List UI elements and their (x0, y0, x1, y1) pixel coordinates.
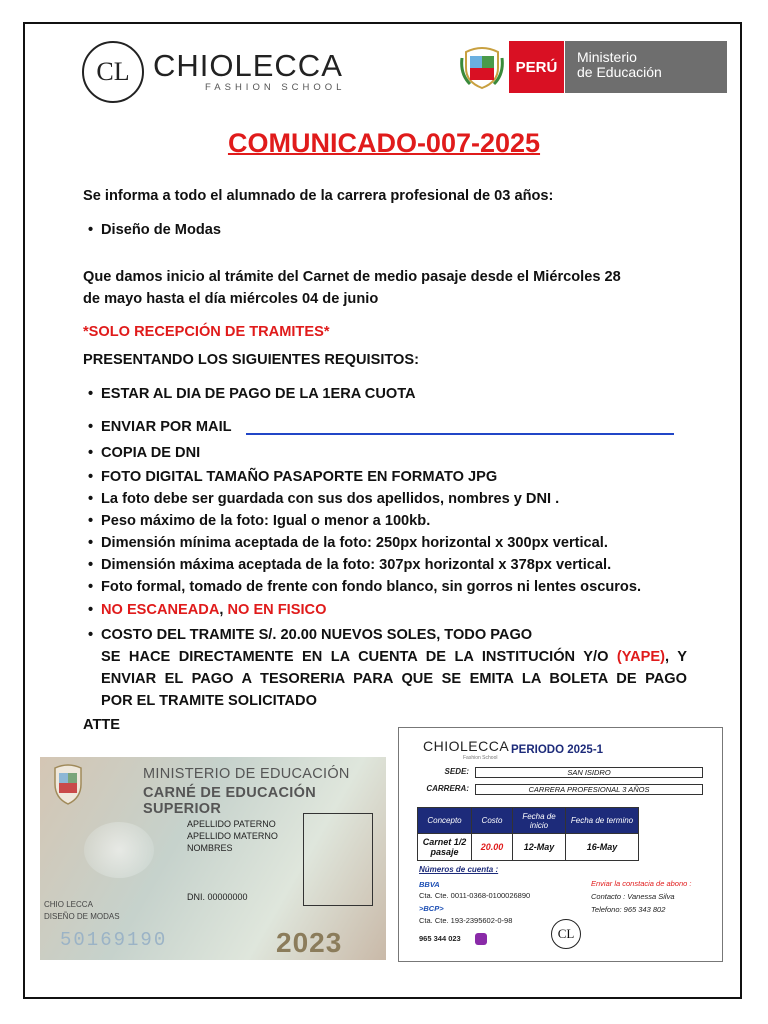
peru-label: PERÚ (509, 41, 564, 93)
table-cell: Carnet 1/2 pasaje (418, 834, 472, 861)
requirement-text: La foto debe ser guardada con sus dos apellidos, nombres y DNI . (101, 491, 560, 507)
requirement-item (88, 576, 641, 598)
carrera-value: CARRERA PROFESIONAL 3 AÑOS (475, 784, 703, 795)
payment-info-panel (398, 727, 723, 962)
panel-brand-sub: Fashion School (463, 755, 498, 761)
id-card-institution: CHIO LECCA (44, 900, 93, 909)
page-title (0, 128, 768, 159)
requirement-item (88, 510, 430, 532)
table-cell: 12-May (513, 834, 566, 861)
brand-tagline: FASHION SCHOOL (205, 82, 346, 93)
requirement-text: FOTO DIGITAL TAMAÑO PASAPORTE EN FORMATO JPG (101, 469, 498, 485)
table-cell: 20.00 (472, 834, 513, 861)
ministry-label (564, 41, 727, 93)
contact-name: Contacto : Vanessa Silva (591, 892, 675, 901)
id-card-serial: 50169190 (60, 929, 168, 951)
cost-continuation-1 (101, 646, 687, 668)
title-text: COMUNICADO-007-2025 (227, 128, 541, 158)
peru-shield-icon (50, 762, 86, 806)
id-card-sample-image (40, 757, 386, 960)
requirement-item (88, 383, 416, 405)
signoff: ATTE (83, 717, 121, 733)
start-line-2: de mayo hasta el día miércoles 04 de junio (83, 291, 379, 307)
watermark-emblem-icon (84, 822, 154, 878)
requirement-text: Peso máximo de la foto: Igual o menor a 100kb. (101, 513, 431, 529)
bbva-account: Cta. Cte. 0011-0368-0100026890 (419, 891, 531, 900)
intro-text: Se informa a todo el alumnado de la carrera profesional de 03 años: (83, 188, 554, 204)
ministry-line2: de Educación (577, 64, 662, 80)
peru-shield-icon (455, 41, 509, 93)
table-header: Costo (472, 808, 513, 834)
requirement-text: ENVIAR POR MAIL (101, 419, 232, 435)
no-scanned-text: NO ESCANEADA (101, 602, 220, 618)
carrera-label: CARRERA: (426, 784, 469, 793)
id-card-dni: DNI. 00000000 (187, 892, 248, 902)
requirement-text: Foto formal, tomado de frente con fondo blanco, sin gorros ni lentes oscuros. (101, 579, 642, 595)
send-proof-label: Enviar la constacia de abono : (591, 879, 692, 888)
yape-text: (YAPE) (616, 649, 665, 665)
requirement-item (88, 554, 611, 576)
table-cell: 16-May (566, 834, 639, 861)
cost-line1-c: , Y (665, 649, 687, 665)
requirement-item (88, 488, 559, 510)
sede-value: SAN ISIDRO (475, 767, 703, 778)
chiolecca-logo-icon: CL (82, 41, 144, 103)
career-label: Diseño de Modas (101, 222, 222, 238)
table-row (418, 834, 639, 861)
requirement-text: COSTO DEL TRAMITE S/. 20.00 NUEVOS SOLES, TODO PAGO (101, 627, 533, 643)
panel-brand: CHIOLECCA (423, 738, 510, 754)
table-header-row (418, 808, 639, 834)
bcp-logo: >BCP> (419, 904, 444, 913)
table-header: Concepto (418, 808, 472, 834)
id-card-field: APELLIDO PATERNO (187, 819, 276, 829)
sede-label: SEDE: (444, 767, 469, 776)
requirement-text: Dimensión máxima aceptada de la foto: 307px horizontal x 378px vertical. (101, 557, 612, 573)
accounts-heading: Números de cuenta : (419, 865, 499, 874)
bcp-account: Cta. Cte. 193-2395602-0-98 (419, 916, 513, 925)
id-card-field: APELLIDO MATERNO (187, 831, 278, 841)
id-card-year: 2023 (276, 927, 343, 958)
table-header: Fecha de termino (566, 808, 639, 834)
id-card-career: DISEÑO DE MODAS (44, 912, 120, 921)
career-item (88, 219, 221, 241)
ministry-line1: Ministerio (577, 49, 637, 65)
id-card-title-2: CARNÉ DE EDUCACIÓN SUPERIOR (143, 785, 316, 817)
cost-continuation-3: POR EL TRAMITE SOLICITADO (101, 693, 317, 709)
fees-table (417, 807, 639, 861)
requirements-heading: PRESENTANDO LOS SIGUIENTES REQUISITOS: (83, 352, 419, 368)
requirement-item (88, 416, 232, 438)
email-blank-line (246, 433, 674, 435)
requirement-item (88, 624, 532, 646)
requirement-text: COPIA DE DNI (101, 445, 201, 461)
id-card-photo-placeholder (303, 813, 373, 906)
cost-line1-a: SE HACE DIRECTAMENTE EN LA CUENTA DE LA INSTITUCIÓN Y/O (101, 649, 617, 665)
contact-phone: Telefono: 965 343 802 (591, 905, 666, 914)
id-card-title-1: MINISTERIO DE EDUCACIÓN (143, 766, 350, 782)
requirement-item (88, 442, 200, 464)
requirement-text: Dimensión mínima aceptada de la foto: 250px horizontal x 300px vertical. (101, 535, 608, 551)
no-physical-text: NO EN FISICO (227, 602, 327, 618)
chiolecca-logo-icon: CL (551, 919, 581, 949)
requirement-item (88, 532, 608, 554)
table-header: Fecha de inicio (513, 808, 566, 834)
id-card-field: NOMBRES (187, 843, 233, 853)
separator-text: , (219, 602, 228, 618)
notice-text: *SOLO RECEPCIÓN DE TRAMITES* (83, 324, 330, 340)
cost-continuation-2: ENVIAR EL PAGO A TESORERIA PARA QUE SE EMITA LA BOLETA DE PAGO (101, 671, 687, 687)
requirement-text: ESTAR AL DIA DE PAGO DE LA 1ERA CUOTA (101, 386, 416, 402)
yape-phone: 965 344 023 (419, 934, 461, 943)
panel-period: PERIODO 2025-1 (511, 744, 604, 756)
bbva-logo: BBVA (419, 880, 440, 889)
brand-name: CHIOLECCA (153, 48, 343, 83)
ministry-logo (455, 41, 727, 93)
requirement-item (88, 599, 326, 621)
start-line-1: Que damos inicio al trámite del Carnet de medio pasaje desde el Miércoles 28 (83, 269, 621, 285)
requirement-item (88, 466, 497, 488)
yape-icon (475, 933, 487, 945)
